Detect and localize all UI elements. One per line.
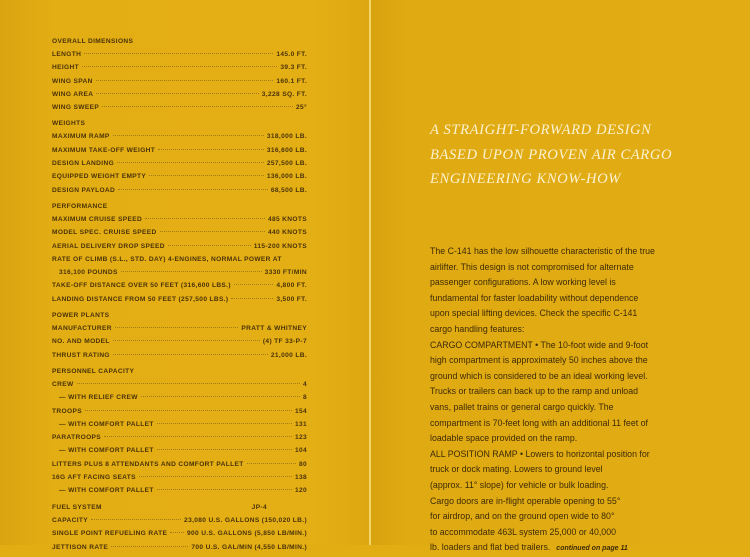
spec-row [52,514,307,527]
spec-row [52,101,307,114]
spec-label: PARATROOPS [52,434,102,442]
spec-label: TAKE-OFF DISTANCE OVER 50 FEET (316,600 LBS.) [52,282,231,290]
dot-leader [102,106,293,107]
spec-row [52,279,307,292]
dot-leader [139,476,292,477]
spec-section [52,117,307,196]
dot-leader [82,66,277,67]
spec-value: 68,500 LB. [270,186,307,194]
dot-leader [91,519,181,520]
spec-row [52,527,307,540]
spec-row [52,444,307,457]
spec-row [52,378,307,391]
spec-value: 316,600 LB. [266,146,307,154]
spec-value: 3,500 FT. [276,295,307,303]
spec-label: THRUST RATING [52,351,110,359]
section-title-value: JP-4 [251,503,267,511]
body-line: airlifter. This design is not compromised for alternate [430,261,634,272]
spec-label: — WITH COMFORT PALLET [59,420,154,428]
dot-leader [96,93,258,94]
spec-row [52,213,307,226]
body-line: passenger configurations. A low working level is [430,277,616,288]
spec-row [52,240,307,253]
spec-section [52,309,307,362]
spec-label: WING SPAN [52,77,93,85]
body-line: vans, pallet trains or general cargo quickly. The [430,401,614,412]
spec-section [52,35,307,114]
spec-row [52,170,307,183]
spec-value: 900 U.S. GALLONS (5,850 LB/MIN.) [186,530,307,538]
spec-value: 485 KNOTS [267,215,307,223]
spec-value: 25° [295,104,307,112]
body-line: loadable space provided on the ramp. [430,433,578,444]
spec-row [52,266,307,279]
spec-label: MANUFACTURER [52,325,112,333]
spec-row [52,61,307,74]
spec-section [52,365,307,498]
section-title: POWER PLANTS [52,312,110,320]
spec-label: CREW [52,380,74,388]
body-line: for airdrop, and on the ground open wide to 80° [430,511,615,522]
spec-label: — WITH RELIEF CREW [59,394,138,402]
spec-label: SINGLE POINT REFUELING RATE [52,530,168,538]
body-line-last [430,540,730,557]
body-line: truck or dock mating. Lowers to ground level [430,464,603,475]
headline-line: BASED UPON PROVEN AIR CARGO [430,146,673,163]
dot-leader [247,463,296,464]
body-line: upon special lifting devices. Check the specific C-141 [430,308,638,319]
dot-leader [160,231,265,232]
spec-row [52,541,307,554]
dot-leader [157,489,292,490]
dot-leader [170,532,184,533]
spec-row [52,484,307,497]
specifications-table [52,34,307,557]
spec-value: 120 [294,487,307,495]
spec-label: DESIGN LANDING [52,160,115,168]
dot-leader [84,53,273,54]
section-title: PERSONNEL CAPACITY [52,367,135,375]
dot-leader [96,80,274,81]
section-title: WEIGHTS [52,120,86,128]
spec-value: 145.0 FT. [276,51,307,58]
spec-label: NO. AND MODEL [52,338,110,346]
continued-link[interactable]: continued on page 11 [556,545,628,553]
headline-line: ENGINEERING KNOW-HOW [430,171,622,187]
body-line: to accommodate 463L system 25,000 or 40,000 [430,526,616,537]
spec-label: HEIGHT [52,64,80,72]
section-title: OVERALL DIMENSIONS [52,38,134,45]
spec-section [52,501,307,554]
spec-value: 318,000 LB. [266,133,307,141]
body-text [430,244,730,557]
body-line: high compartment is approximately 50 inches above the [430,355,648,366]
spec-label: JETTISON RATE [52,543,109,551]
spec-section [52,200,307,306]
spec-row [52,322,307,335]
spec-value: 80 [298,460,307,468]
spec-value: 440 KNOTS [267,229,307,237]
spec-row [52,418,307,431]
spec-label: 16G AFT FACING SEATS [52,474,136,482]
spec-label: LENGTH [52,51,82,58]
dot-leader [111,546,188,547]
spec-label: 316,100 POUNDS [59,269,118,277]
spec-row [52,431,307,444]
spec-row [52,405,307,418]
spec-value: 21,000 LB. [270,351,307,359]
spec-label: EQUIPPED WEIGHT EMPTY [52,173,147,181]
spec-value: 104 [294,447,307,455]
spec-row [52,335,307,348]
dot-leader [113,354,268,355]
dot-leader [121,271,262,272]
body-line: Trucks or trailers can back up to the ramp and unload [430,386,638,397]
body-line: cargo handling features: [430,323,525,334]
spec-value: 700 U.S. GAL/MIN (4,550 LB/MIN.) [191,543,307,551]
spec-row [52,471,307,484]
dot-leader [113,340,260,341]
page-fold [369,0,371,545]
body-line: compartment is 70-feet long with an additional 11 feet of [430,417,648,428]
left-page-specifications [0,0,369,551]
spec-label: LITTERS PLUS 8 ATTENDANTS AND COMFORT PALLET [52,460,244,468]
spec-label: WING AREA [52,90,94,98]
spec-value: 4,800 FT. [276,282,307,290]
dot-leader [117,162,264,163]
spec-label: RATE OF CLIMB (S.L., STD. DAY) 4-ENGINES, NORMAL POWER AT [52,255,282,263]
spec-row [52,48,307,61]
spec-label: MODEL SPEC. CRUISE SPEED [52,229,157,237]
spec-row [52,293,307,306]
section-title: PERFORMANCE [52,202,108,210]
dot-leader [104,436,292,437]
spec-label: AERIAL DELIVERY DROP SPEED [52,242,165,250]
spec-label: WING SWEEP [52,104,100,112]
spec-value: 131 [294,420,307,428]
body-line: Cargo doors are in-flight operable opening to 55° [430,495,621,506]
spec-label: — WITH COMFORT PALLET [59,447,154,455]
spec-row [52,88,307,101]
spec-value: 160.1 FT. [276,77,307,85]
dot-leader [77,383,300,384]
body-line: ground which is considered to be an ideal working level. [430,370,648,381]
dot-leader [145,218,265,219]
dot-leader [168,245,251,246]
spec-row [52,253,307,266]
spec-value: 8 [302,394,307,402]
spec-row [52,391,307,404]
body-line-text: lb. loaders and flat bed trailers. [430,542,551,553]
headline [430,118,740,192]
spec-value: 123 [294,434,307,442]
dot-leader [141,396,300,397]
spec-label: — WITH COMFORT PALLET [59,487,154,495]
spec-value: 23,080 U.S. GALLONS (150,020 LB.) [184,516,307,524]
spec-label: TROOPS [52,407,82,415]
spec-value: 115-200 KNOTS [253,242,307,250]
spec-row [52,184,307,197]
dot-leader [115,327,239,328]
dot-leader [113,135,264,136]
dot-leader [149,175,264,176]
spec-value: 3330 FT/MIN [264,269,307,277]
body-line-all-position-ramp: ALL POSITION RAMP • Lowers to horizontal position for [430,448,650,459]
spec-section-title [52,501,307,514]
spec-value: PRATT & WHITNEY [241,325,307,333]
dot-leader [234,284,273,285]
section-title: FUEL SYSTEM [52,503,102,511]
spec-row [52,458,307,471]
dot-leader [157,423,292,424]
dot-leader [85,410,292,411]
spec-label: MAXIMUM CRUISE SPEED [52,215,143,223]
body-line-cargo-compartment: CARGO COMPARTMENT • The 10-foot wide and 9-foot [430,339,649,350]
dot-leader [157,449,292,450]
body-line: (approx. 11° slope) for vehicle or bulk loading. [430,479,609,490]
spec-value: (4) TF 33-P-7 [262,338,307,346]
spec-row [52,75,307,88]
spec-row [52,144,307,157]
spec-value: 3,228 SQ. FT. [261,90,307,98]
dot-leader [231,298,273,299]
spec-value: 257,500 LB. [266,160,307,168]
spec-label: MAXIMUM TAKE-OFF WEIGHT [52,146,156,154]
spec-row [52,130,307,143]
spec-row [52,157,307,170]
spec-label: LANDING DISTANCE FROM 50 FEET (257,500 LBS.) [52,295,229,303]
spec-label: MAXIMUM RAMP [52,133,110,141]
spec-value: 154 [294,407,307,415]
spec-label: CAPACITY [52,516,89,524]
spec-row [52,226,307,239]
spec-label: DESIGN PAYLOAD [52,186,116,194]
spec-value: 138 [294,474,307,482]
dot-leader [118,189,268,190]
spec-value: 4 [302,380,307,388]
headline-line: A STRAIGHT-FORWARD DESIGN [430,122,652,138]
body-line: The C-141 has the low silhouette characteristic of the true [430,246,655,256]
body-line: fundamental for faster loadability without dependence [430,292,639,303]
spec-value: 39.3 FT. [280,64,307,72]
spec-value: 136,000 LB. [266,173,307,181]
spec-row [52,349,307,362]
dot-leader [158,149,264,150]
